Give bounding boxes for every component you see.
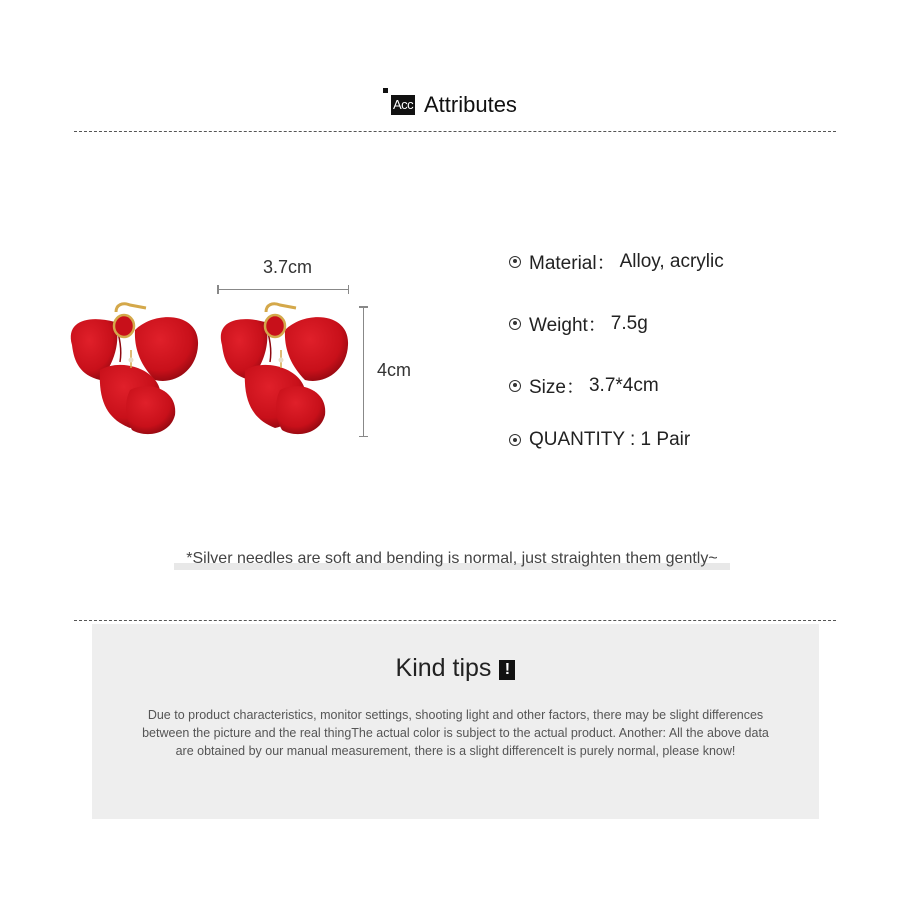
kind-tips-heading [92, 654, 819, 683]
width-dimension-label: 3.7cm [263, 257, 313, 277]
attributes-header [0, 86, 900, 126]
spec-label: Material： [529, 253, 616, 274]
spec-value: Alloy, acrylic [619, 250, 724, 272]
spec-label: Size： [529, 377, 585, 398]
spec-material [509, 248, 724, 275]
bullet-icon [509, 318, 521, 330]
kind-tips-panel [92, 624, 819, 819]
kind-tips-body: Due to product characteristics, monitor settings, shooting light and other factors, there may be slight differences between the picture and the real thingThe actual color is subject to the actual product. Another: All the above data are obtained by our manual measurement, there is a slight differenceIt is purely normal, please know! [142, 708, 769, 758]
spec-weight [509, 310, 648, 337]
kind-tips-title: Kind tips [395, 654, 492, 682]
silver-needle-note: *Silver needles are soft and bending is normal, just straighten them gently~ [174, 548, 730, 570]
height-dimension-line [363, 306, 364, 437]
spec-label: QUANTITY : 1 Pair [529, 429, 691, 450]
spec-value: 7.5g [610, 312, 648, 334]
bullet-icon [509, 256, 521, 268]
spec-label: Weight： [529, 315, 607, 336]
earrings-photo [60, 250, 460, 450]
spec-value: 3.7*4cm [588, 374, 659, 396]
header-badge: Acc [391, 95, 415, 115]
height-dimension-label: 4cm [377, 360, 412, 380]
bullet-icon [509, 434, 521, 446]
earring-right [221, 304, 348, 434]
divider-top [74, 131, 836, 132]
bullet-icon [509, 380, 521, 392]
header-dot-icon [383, 88, 388, 93]
spec-size [509, 372, 659, 399]
divider-middle [74, 620, 836, 621]
width-dimension-line [217, 289, 349, 290]
header-title: Attributes [424, 92, 517, 117]
exclamation-icon: ! [499, 660, 515, 680]
earring-left [71, 304, 198, 434]
spec-quantity [509, 429, 694, 451]
